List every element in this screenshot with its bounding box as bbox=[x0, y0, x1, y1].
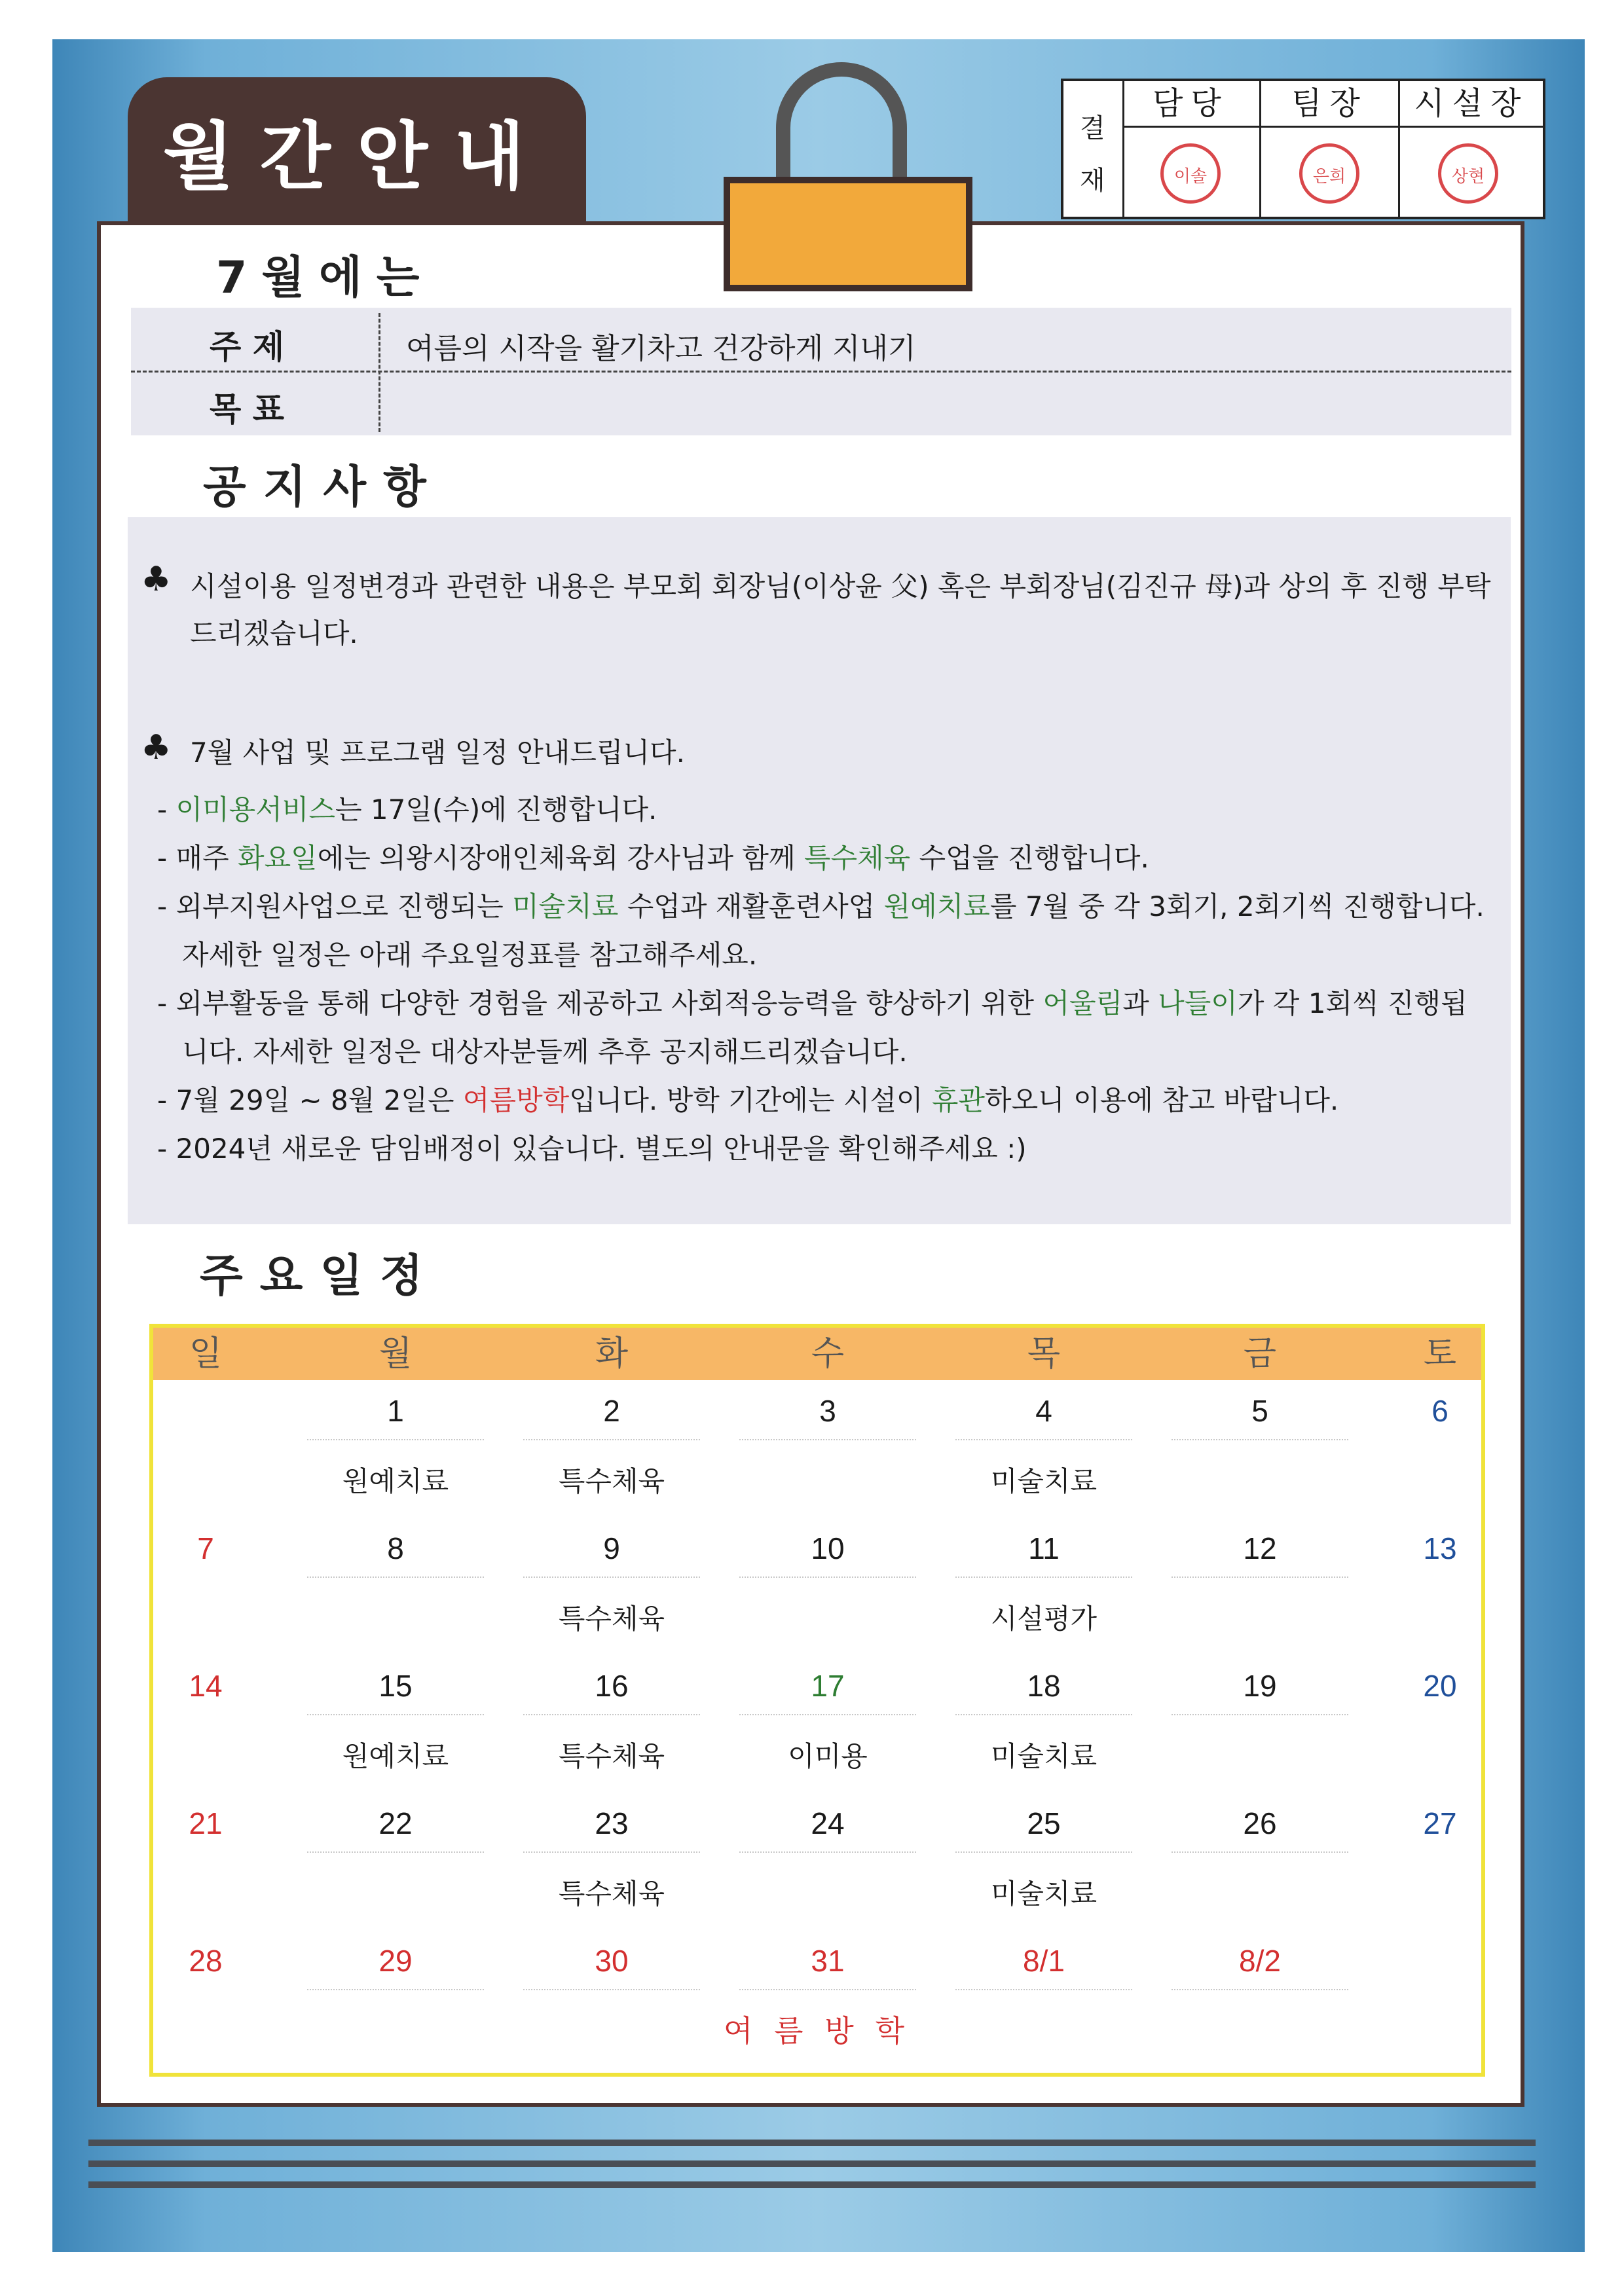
calendar-date: 2 bbox=[603, 1394, 620, 1428]
date-underline bbox=[955, 1989, 1132, 1990]
approval-col-teamlead bbox=[1261, 81, 1400, 217]
notice-items bbox=[157, 786, 1493, 1173]
calendar-date: 4 bbox=[1035, 1394, 1052, 1428]
calendar-date: 7 bbox=[197, 1531, 214, 1565]
calendar-event: 특수체육 bbox=[558, 1741, 665, 1772]
date-underline bbox=[307, 1576, 484, 1578]
date-underline bbox=[307, 1851, 484, 1853]
approval-col-director bbox=[1400, 81, 1543, 217]
calendar-date: 17 bbox=[811, 1669, 845, 1703]
theme-label: 주 제 bbox=[210, 328, 285, 366]
schedule-calendar bbox=[149, 1324, 1485, 2077]
calendar-date: 6 bbox=[1431, 1394, 1449, 1428]
date-underline bbox=[955, 1714, 1132, 1715]
day-name-3: 수 bbox=[811, 1334, 845, 1374]
calendar-date: 5 bbox=[1251, 1394, 1268, 1428]
date-underline bbox=[523, 1576, 700, 1578]
theme-vdivider bbox=[378, 313, 380, 432]
date-underline bbox=[523, 1989, 700, 1990]
calendar-date: 8/2 bbox=[1239, 1944, 1281, 1978]
calendar-day-header bbox=[153, 1328, 1481, 1380]
calendar-date: 12 bbox=[1243, 1531, 1277, 1565]
notice-item: - 7월 29일 ~ 8월 2일은 여름방학입니다. 방학 기간에는 시설이 휴관하오니 이용에 참고 바랍니다. bbox=[157, 1084, 1339, 1116]
approval-role: 시설장 bbox=[1400, 81, 1543, 128]
calendar-date: 16 bbox=[595, 1669, 629, 1703]
club-icon: ♣ bbox=[141, 728, 172, 767]
vacation-label: 여 름 방 학 bbox=[723, 2014, 912, 2048]
date-underline bbox=[739, 1439, 916, 1440]
day-name-6: 토 bbox=[1423, 1334, 1457, 1374]
calendar-event: 원예치료 bbox=[342, 1741, 449, 1772]
calendar-date: 8 bbox=[387, 1531, 404, 1565]
approval-box bbox=[1061, 79, 1545, 219]
theme-divider bbox=[131, 371, 1511, 373]
calendar-event: 특수체육 bbox=[558, 1878, 665, 1909]
bottom-stripe bbox=[88, 2160, 1536, 2167]
seal-stamp: 은희 bbox=[1299, 143, 1359, 204]
calendar-date: 26 bbox=[1243, 1806, 1277, 1840]
calendar-date: 13 bbox=[1423, 1531, 1457, 1565]
calendar-date: 9 bbox=[603, 1531, 620, 1565]
notice-item: - 매주 화요일에는 의왕시장애인체육회 강사님과 함께 특수체육 수업을 진행합니다. bbox=[157, 842, 1149, 874]
date-underline bbox=[955, 1851, 1132, 1853]
seal-stamp: 상현 bbox=[1438, 143, 1498, 204]
date-underline bbox=[307, 1439, 484, 1440]
notice-item: - 2024년 새로운 담임배정이 있습니다. 별도의 안내문을 확인해주세요 :) bbox=[157, 1133, 1027, 1165]
month-heading: 7월에는 bbox=[216, 252, 434, 304]
calendar-date: 25 bbox=[1027, 1806, 1061, 1840]
calendar-event: 시설평가 bbox=[990, 1603, 1098, 1634]
date-underline bbox=[1172, 1714, 1348, 1715]
calendar-date: 24 bbox=[811, 1806, 845, 1840]
notice-bullet-2: 7월 사업 및 프로그램 일정 안내드립니다. bbox=[190, 737, 685, 769]
date-underline bbox=[1172, 1989, 1348, 1990]
notice-item: - 이미용서비스는 17일(수)에 진행합니다. bbox=[157, 793, 657, 826]
date-underline bbox=[523, 1851, 700, 1853]
binder-clip-body bbox=[724, 177, 972, 291]
day-name-5: 금 bbox=[1243, 1334, 1277, 1374]
calendar-date: 8/1 bbox=[1023, 1944, 1065, 1978]
date-underline bbox=[955, 1576, 1132, 1578]
calendar-event: 이미용 bbox=[788, 1741, 868, 1772]
calendar-event: 미술치료 bbox=[990, 1741, 1098, 1772]
calendar-date: 22 bbox=[378, 1806, 413, 1840]
date-underline bbox=[739, 1989, 916, 1990]
date-underline bbox=[307, 1989, 484, 1990]
calendar-event: 미술치료 bbox=[990, 1878, 1098, 1909]
date-underline bbox=[1172, 1439, 1348, 1440]
calendar-date: 11 bbox=[1028, 1531, 1060, 1565]
calendar-date: 15 bbox=[378, 1669, 413, 1703]
notice-bullet-1: 시설이용 일정변경과 관련한 내용은 부모회 회장님(이상윤 父) 혹은 부회장님(김진규 母)과 상의 후 진행 부탁드리겠습니다. bbox=[190, 570, 1491, 649]
calendar-date: 20 bbox=[1423, 1669, 1457, 1703]
calendar-date: 30 bbox=[595, 1944, 629, 1978]
goal-label: 목 표 bbox=[210, 390, 285, 428]
date-underline bbox=[1172, 1851, 1348, 1853]
notice-heading: 공지사항 bbox=[203, 462, 443, 513]
calendar-date: 18 bbox=[1027, 1669, 1061, 1703]
calendar-date: 3 bbox=[819, 1394, 836, 1428]
date-underline bbox=[523, 1714, 700, 1715]
calendar-date: 19 bbox=[1243, 1669, 1277, 1703]
date-underline bbox=[739, 1714, 916, 1715]
calendar-event: 미술치료 bbox=[990, 1466, 1098, 1497]
calendar-date: 10 bbox=[811, 1531, 845, 1565]
calendar-date: 31 bbox=[811, 1944, 845, 1978]
bottom-stripe bbox=[88, 2181, 1536, 2188]
notice-item: - 외부활동을 통해 다양한 경험을 제공하고 사회적응능력을 향상하기 위한 어울림과 나들이가 각 1회씩 진행됩니다. 자세한 일정은 대상자분들께 추후 공지해드리겠습니다. bbox=[157, 987, 1467, 1068]
calendar-date: 14 bbox=[189, 1669, 223, 1703]
calendar-date: 29 bbox=[378, 1944, 413, 1978]
bottom-stripe bbox=[88, 2140, 1536, 2146]
date-underline bbox=[739, 1851, 916, 1853]
club-icon: ♣ bbox=[141, 560, 172, 599]
approval-label-top: 결 bbox=[1080, 113, 1105, 143]
calendar-date: 21 bbox=[189, 1806, 223, 1840]
approval-role: 팀장 bbox=[1261, 81, 1398, 128]
page-title: 월간안내 bbox=[162, 115, 551, 200]
approval-col-staff bbox=[1122, 81, 1261, 217]
calendar-event: 원예치료 bbox=[342, 1466, 449, 1497]
approval-label-bottom: 재 bbox=[1080, 166, 1105, 196]
seal-stamp: 이솔 bbox=[1160, 143, 1221, 204]
schedule-heading: 주요일정 bbox=[200, 1250, 440, 1302]
approval-role: 담당 bbox=[1122, 81, 1259, 128]
date-underline bbox=[523, 1439, 700, 1440]
theme-value: 여름의 시작을 활기차고 건강하게 지내기 bbox=[406, 332, 916, 365]
date-underline bbox=[307, 1714, 484, 1715]
day-name-0: 일 bbox=[189, 1334, 223, 1374]
approval-label bbox=[1063, 81, 1124, 217]
date-underline bbox=[955, 1439, 1132, 1440]
calendar-date: 27 bbox=[1423, 1806, 1457, 1840]
day-name-4: 목 bbox=[1027, 1334, 1061, 1374]
calendar-event: 특수체육 bbox=[558, 1466, 665, 1497]
calendar-event: 특수체육 bbox=[558, 1603, 665, 1634]
date-underline bbox=[739, 1576, 916, 1578]
day-name-1: 월 bbox=[378, 1334, 413, 1374]
calendar-date: 28 bbox=[189, 1944, 223, 1978]
date-underline bbox=[1172, 1576, 1348, 1578]
calendar-date: 23 bbox=[595, 1806, 629, 1840]
notice-item: - 외부지원사업으로 진행되는 미술치료 수업과 재활훈련사업 원예치료를 7월 중 각 3회기, 2회기씩 진행합니다. 자세한 일정은 아래 주요일정표를 참고해주세요. bbox=[157, 890, 1485, 971]
day-name-2: 화 bbox=[595, 1334, 629, 1374]
calendar-date: 1 bbox=[387, 1394, 404, 1428]
